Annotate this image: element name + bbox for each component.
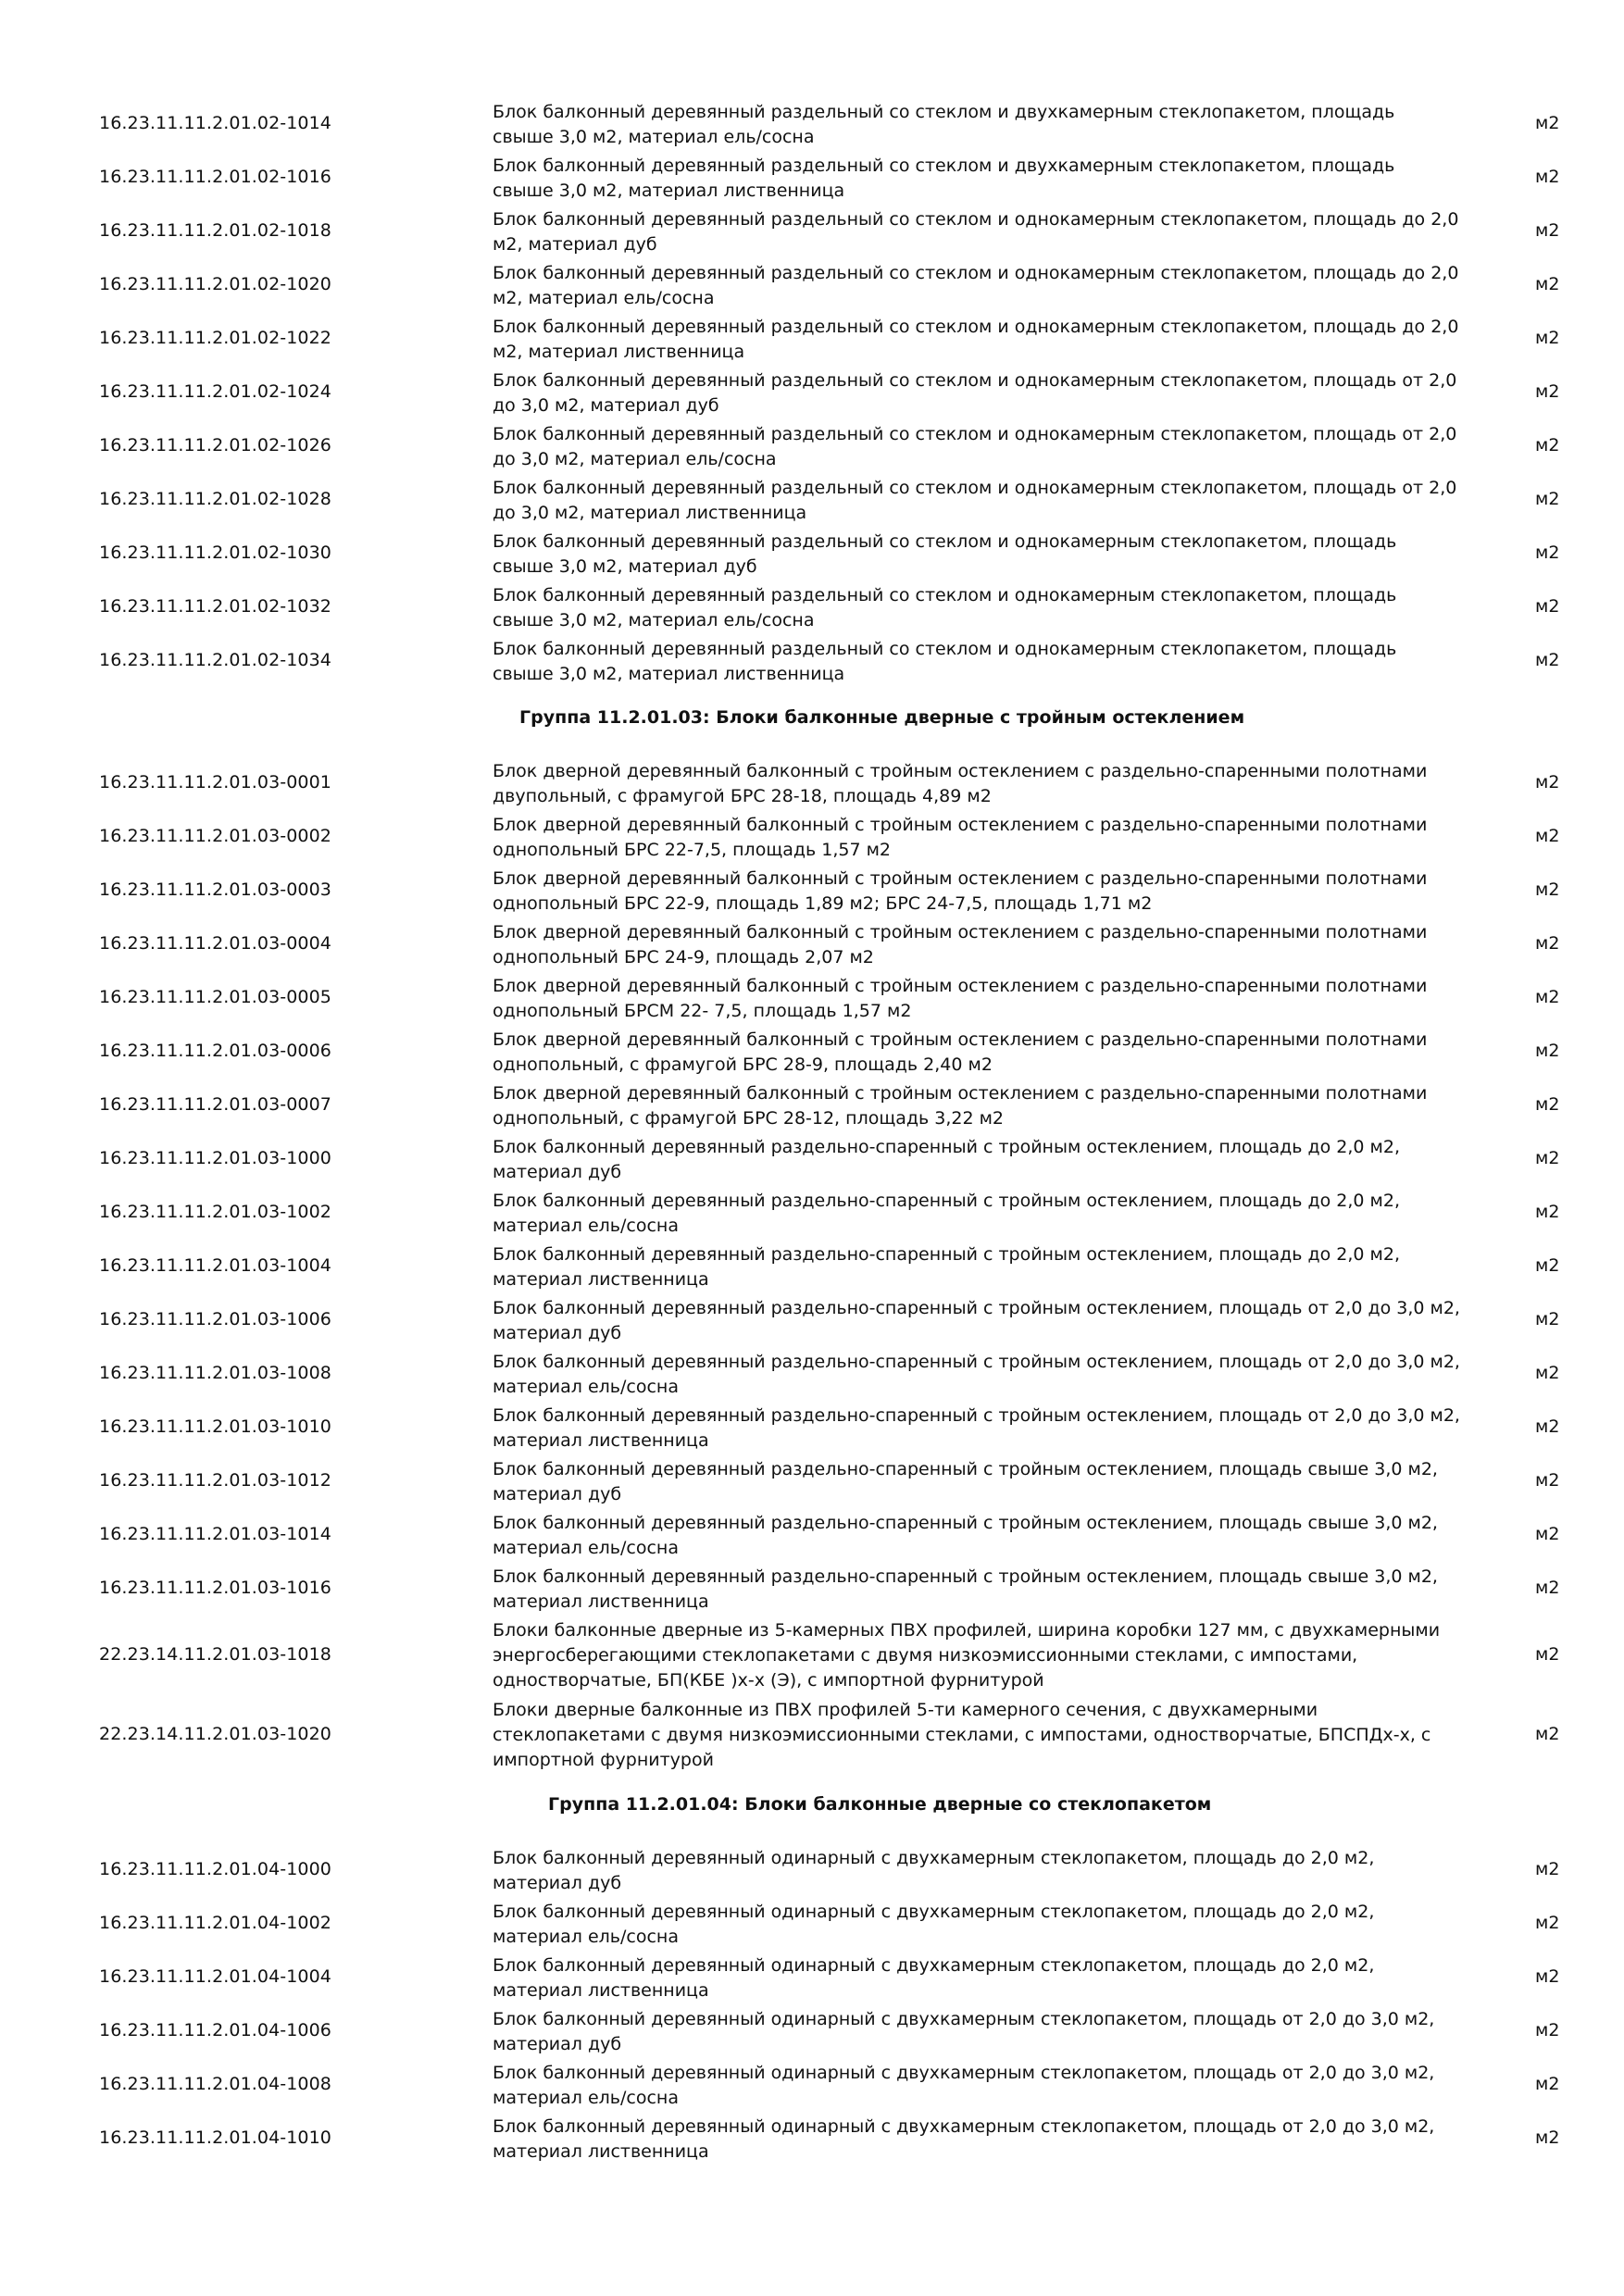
- resource-code: 16.23.11.11.2.01.02-1032: [99, 596, 331, 617]
- unit-of-measure: м2: [1535, 489, 1560, 509]
- unit-of-measure: м2: [1535, 1524, 1560, 1544]
- resource-description: Блок балконный деревянный раздельный со стеклом и однокамерным стеклопакетом, площадь до 2,0 м2, материал дуб: [493, 209, 1459, 255]
- group-title: Группа 11.2.01.04: Блоки балконные дверные со стеклопакетом: [548, 1794, 1212, 1815]
- resource-description: Блок балконный деревянный раздельно-спаренный с тройным остеклением, площадь до 2,0 м2, материал дуб: [493, 1137, 1400, 1182]
- unit-of-measure: м2: [1535, 1416, 1560, 1437]
- unit-of-measure: м2: [1535, 1859, 1560, 1879]
- group-heading: [0, 687, 1624, 755]
- resource-description: Блок балконный деревянный одинарный с двухкамерным стеклопакетом, площадь от 2,0 до 3,0 м2, материал лиственница: [493, 2116, 1435, 2162]
- resource-code: 16.23.11.11.2.01.04-1010: [99, 2128, 331, 2148]
- resource-code: 16.23.11.11.2.01.03-1006: [99, 1309, 331, 1329]
- table-row: [0, 1400, 1624, 1454]
- unit-of-measure: м2: [1535, 1644, 1560, 1665]
- resource-code: 16.23.11.11.2.01.03-0001: [99, 772, 331, 792]
- resource-code: 16.23.11.11.2.01.02-1018: [99, 220, 331, 241]
- resource-description: Блок дверной деревянный балконный с тройным остеклением с раздельно-спаренными полотнами однопольный, с фрамугой БРС 28-12, площадь 3,22 м2: [493, 1083, 1428, 1129]
- table-row: [0, 1896, 1624, 1950]
- table-row: [0, 580, 1624, 633]
- resource-code: 16.23.11.11.2.01.03-1000: [99, 1148, 331, 1168]
- unit-of-measure: м2: [1535, 1966, 1560, 1987]
- resource-code: 16.23.11.11.2.01.03-0002: [99, 826, 331, 846]
- resource-code: 16.23.11.11.2.01.03-1004: [99, 1255, 331, 1276]
- resource-code: 16.23.11.11.2.01.04-1008: [99, 2074, 331, 2094]
- resource-code: 16.23.11.11.2.01.02-1030: [99, 543, 331, 563]
- resource-code: 16.23.11.11.2.01.03-1008: [99, 1363, 331, 1383]
- resource-description: Блок балконный деревянный одинарный с двухкамерным стеклопакетом, площадь от 2,0 до 3,0 м2, материал ель/сосна: [493, 2063, 1435, 2108]
- resource-description: Блок балконный деревянный раздельный со стеклом и однокамерным стеклопакетом, площадь свыше 3,0 м2, материал ель/сосна: [493, 585, 1397, 630]
- unit-of-measure: м2: [1535, 1363, 1560, 1383]
- unit-of-measure: м2: [1535, 1578, 1560, 1598]
- unit-of-measure: м2: [1535, 1255, 1560, 1276]
- resource-description: Блок дверной деревянный балконный с тройным остеклением с раздельно-спаренными полотнами однопольный БРСМ 22- 7,5, площадь 1,57 м2: [493, 976, 1428, 1021]
- resource-description: Блок балконный деревянный раздельно-спаренный с тройным остеклением, площадь от 2,0 до 3,0 м2, материал дуб: [493, 1298, 1460, 1343]
- resource-code: 16.23.11.11.2.01.02-1016: [99, 167, 331, 187]
- resource-description: Блоки дверные балконные из ПВХ профилей 5-ти камерного сечения, с двухкамерными стеклопакетами с двумя низкоэмиссионными стеклами, с импостами, одностворчатые, БПСПДх-х, с импортной фурнитурой: [493, 1700, 1431, 1770]
- table-row: [0, 1292, 1624, 1346]
- resource-code: 16.23.11.11.2.01.03-0004: [99, 933, 331, 954]
- table-row: [0, 2111, 1624, 2165]
- unit-of-measure: м2: [1535, 1148, 1560, 1168]
- resource-description: Блок балконный деревянный раздельно-спаренный с тройным остеклением, площадь от 2,0 до 3,0 м2, материал ель/сосна: [493, 1352, 1460, 1397]
- resource-description: Блок балконный деревянный раздельный со стеклом и однокамерным стеклопакетом, площадь от 2,0 до 3,0 м2, материал ель/сосна: [493, 424, 1457, 469]
- resource-code: 16.23.11.11.2.01.02-1034: [99, 650, 331, 670]
- unit-of-measure: м2: [1535, 1202, 1560, 1222]
- resource-description: Блок балконный деревянный раздельно-спаренный с тройным остеклением, площадь до 2,0 м2, материал лиственница: [493, 1244, 1400, 1290]
- unit-of-measure: м2: [1535, 113, 1560, 133]
- table-row: [0, 1561, 1624, 1615]
- table-row: [0, 1024, 1624, 1078]
- unit-of-measure: м2: [1535, 328, 1560, 348]
- resource-description: Блок балконный деревянный раздельно-спаренный с тройным остеклением, площадь до 2,0 м2, материал ель/сосна: [493, 1191, 1400, 1236]
- table-row: [0, 1078, 1624, 1131]
- resource-description: Блок балконный деревянный раздельный со стеклом и однокамерным стеклопакетом, площадь от 2,0 до 3,0 м2, материал дуб: [493, 370, 1457, 416]
- table-row: [0, 1694, 1624, 1774]
- table-row: [0, 204, 1624, 257]
- table-row: [0, 418, 1624, 472]
- resource-code: 22.23.14.11.2.01.03-1018: [99, 1644, 331, 1665]
- resource-code: 16.23.11.11.2.01.02-1014: [99, 113, 331, 133]
- table-row: [0, 1239, 1624, 1292]
- resource-description: Блок дверной деревянный балконный с тройным остеклением с раздельно-спаренными полотнами однопольный БРС 22-7,5, площадь 1,57 м2: [493, 815, 1428, 860]
- unit-of-measure: м2: [1535, 987, 1560, 1007]
- table-row: [0, 472, 1624, 526]
- resource-code: 16.23.11.11.2.01.03-1002: [99, 1202, 331, 1222]
- unit-of-measure: м2: [1535, 167, 1560, 187]
- table-row: [0, 1950, 1624, 2003]
- group-title: Группа 11.2.01.03: Блоки балконные дверные с тройным остеклением: [519, 707, 1245, 728]
- resource-description: Блок балконный деревянный одинарный с двухкамерным стеклопакетом, площадь до 2,0 м2, материал лиственница: [493, 1955, 1375, 2001]
- unit-of-measure: м2: [1535, 1309, 1560, 1329]
- resource-code: 16.23.11.11.2.01.02-1022: [99, 328, 331, 348]
- unit-of-measure: м2: [1535, 1913, 1560, 1933]
- table-row: [0, 970, 1624, 1024]
- table-row: [0, 150, 1624, 204]
- table-row: [0, 809, 1624, 863]
- unit-of-measure: м2: [1535, 933, 1560, 954]
- unit-of-measure: м2: [1535, 596, 1560, 617]
- group-rows: [0, 1842, 1624, 2165]
- resource-code: 16.23.11.11.2.01.03-0003: [99, 880, 331, 900]
- resource-description: Блок дверной деревянный балконный с тройным остеклением с раздельно-спаренными полотнами однопольный БРС 22-9, площадь 1,89 м2; БРС 24-7,5, площадь 1,71 м2: [493, 868, 1428, 914]
- resource-code: 16.23.11.11.2.01.04-1000: [99, 1859, 331, 1879]
- table-row: [0, 1346, 1624, 1400]
- resource-description: Блок балконный деревянный раздельный со стеклом и двухкамерным стеклопакетом, площадь свыше 3,0 м2, материал ель/сосна: [493, 102, 1395, 147]
- table-row: [0, 917, 1624, 970]
- unit-of-measure: м2: [1535, 1094, 1560, 1115]
- unit-of-measure: м2: [1535, 435, 1560, 455]
- unit-of-measure: м2: [1535, 772, 1560, 792]
- unit-of-measure: м2: [1535, 2128, 1560, 2148]
- resource-description: Блок балконный деревянный одинарный с двухкамерным стеклопакетом, площадь до 2,0 м2, материал ель/сосна: [493, 1902, 1375, 1947]
- resource-description: Блок балконный деревянный раздельный со стеклом и однокамерным стеклопакетом, площадь от 2,0 до 3,0 м2, материал лиственница: [493, 478, 1457, 523]
- resource-description: Блок балконный деревянный раздельный со стеклом и двухкамерным стеклопакетом, площадь свыше 3,0 м2, материал лиственница: [493, 156, 1395, 201]
- resource-code: 16.23.11.11.2.01.04-1004: [99, 1966, 331, 1987]
- unit-of-measure: м2: [1535, 826, 1560, 846]
- resource-code: 16.23.11.11.2.01.04-1006: [99, 2020, 331, 2040]
- table-row: [0, 1185, 1624, 1239]
- resource-code: 16.23.11.11.2.01.02-1020: [99, 274, 331, 294]
- table-row: [0, 257, 1624, 311]
- resource-description: Блок дверной деревянный балконный с тройным остеклением с раздельно-спаренными полотнами однопольный БРС 24-9, площадь 2,07 м2: [493, 922, 1428, 967]
- price-table: [0, 96, 1624, 2165]
- resource-description: Блок балконный деревянный раздельный со стеклом и однокамерным стеклопакетом, площадь до 2,0 м2, материал лиственница: [493, 317, 1459, 362]
- table-row: [0, 311, 1624, 365]
- table-row: [0, 96, 1624, 150]
- unit-of-measure: м2: [1535, 650, 1560, 670]
- table-row: [0, 526, 1624, 580]
- unit-of-measure: м2: [1535, 1041, 1560, 1061]
- resource-description: Блоки балконные дверные из 5-камерных ПВХ профилей, ширина коробки 127 мм, с двухкамерными энергосберегающими стеклопакетами с двумя низкоэмиссионными стеклами, с импостами, одностворчатые, БП(КБЕ )х-х (Э), с импортной фурнитурой: [493, 1620, 1441, 1691]
- table-row: [0, 1507, 1624, 1561]
- table-row: [0, 1842, 1624, 1896]
- table-row: [0, 863, 1624, 917]
- resource-description: Блок балконный деревянный раздельный со стеклом и однокамерным стеклопакетом, площадь до 2,0 м2, материал ель/сосна: [493, 263, 1459, 308]
- resource-description: Блок балконный деревянный одинарный с двухкамерным стеклопакетом, площадь от 2,0 до 3,0 м2, материал дуб: [493, 2009, 1435, 2054]
- resource-description: Блок балконный деревянный раздельно-спаренный с тройным остеклением, площадь от 2,0 до 3,0 м2, материал лиственница: [493, 1405, 1460, 1451]
- table-row: [0, 1454, 1624, 1507]
- resource-description: Блок дверной деревянный балконный с тройным остеклением с раздельно-спаренными полотнами двупольный, с фрамугой БРС 28-18, площадь 4,89 м2: [493, 761, 1428, 806]
- resource-description: Блок балконный деревянный раздельно-спаренный с тройным остеклением, площадь свыше 3,0 м2, материал лиственница: [493, 1566, 1438, 1612]
- resource-code: 16.23.11.11.2.01.02-1024: [99, 381, 331, 402]
- resource-code: 16.23.11.11.2.01.03-0005: [99, 987, 331, 1007]
- resource-code: 16.23.11.11.2.01.03-1010: [99, 1416, 331, 1437]
- resource-code: 16.23.11.11.2.01.04-1002: [99, 1913, 331, 1933]
- resource-description: Блок балконный деревянный одинарный с двухкамерным стеклопакетом, площадь до 2,0 м2, материал дуб: [493, 1848, 1375, 1893]
- table-row: [0, 1131, 1624, 1185]
- resource-description: Блок дверной деревянный балконный с тройным остеклением с раздельно-спаренными полотнами однопольный, с фрамугой БРС 28-9, площадь 2,40 м2: [493, 1029, 1428, 1075]
- table-row: [0, 2003, 1624, 2057]
- resource-description: Блок балконный деревянный раздельный со стеклом и однокамерным стеклопакетом, площадь свыше 3,0 м2, материал лиственница: [493, 639, 1397, 684]
- unit-of-measure: м2: [1535, 880, 1560, 900]
- resource-code: 16.23.11.11.2.01.03-1012: [99, 1470, 331, 1491]
- table-row: [0, 755, 1624, 809]
- resource-code: 16.23.11.11.2.01.02-1026: [99, 435, 331, 455]
- unit-of-measure: м2: [1535, 2074, 1560, 2094]
- resource-code: 16.23.11.11.2.01.03-1016: [99, 1578, 331, 1598]
- unit-of-measure: м2: [1535, 2020, 1560, 2040]
- resource-description: Блок балконный деревянный раздельно-спаренный с тройным остеклением, площадь свыше 3,0 м2, материал дуб: [493, 1459, 1438, 1504]
- resource-code: 16.23.11.11.2.01.03-0007: [99, 1094, 331, 1115]
- table-row: [0, 1615, 1624, 1694]
- resource-code: 16.23.11.11.2.01.03-0006: [99, 1041, 331, 1061]
- resource-description: Блок балконный деревянный раздельный со стеклом и однокамерным стеклопакетом, площадь свыше 3,0 м2, материал дуб: [493, 531, 1397, 577]
- unit-of-measure: м2: [1535, 274, 1560, 294]
- table-row: [0, 633, 1624, 687]
- unit-of-measure: м2: [1535, 543, 1560, 563]
- unit-of-measure: м2: [1535, 220, 1560, 241]
- resource-code: 16.23.11.11.2.01.02-1028: [99, 489, 331, 509]
- table-row: [0, 365, 1624, 418]
- resource-code: 16.23.11.11.2.01.03-1014: [99, 1524, 331, 1544]
- resource-description: Блок балконный деревянный раздельно-спаренный с тройным остеклением, площадь свыше 3,0 м2, материал ель/сосна: [493, 1513, 1438, 1558]
- group-heading: [0, 1774, 1624, 1842]
- section-rows: [0, 96, 1624, 687]
- table-row: [0, 2057, 1624, 2111]
- group-rows: [0, 755, 1624, 1774]
- resource-code: 22.23.14.11.2.01.03-1020: [99, 1724, 331, 1744]
- unit-of-measure: м2: [1535, 1470, 1560, 1491]
- unit-of-measure: м2: [1535, 381, 1560, 402]
- unit-of-measure: м2: [1535, 1724, 1560, 1744]
